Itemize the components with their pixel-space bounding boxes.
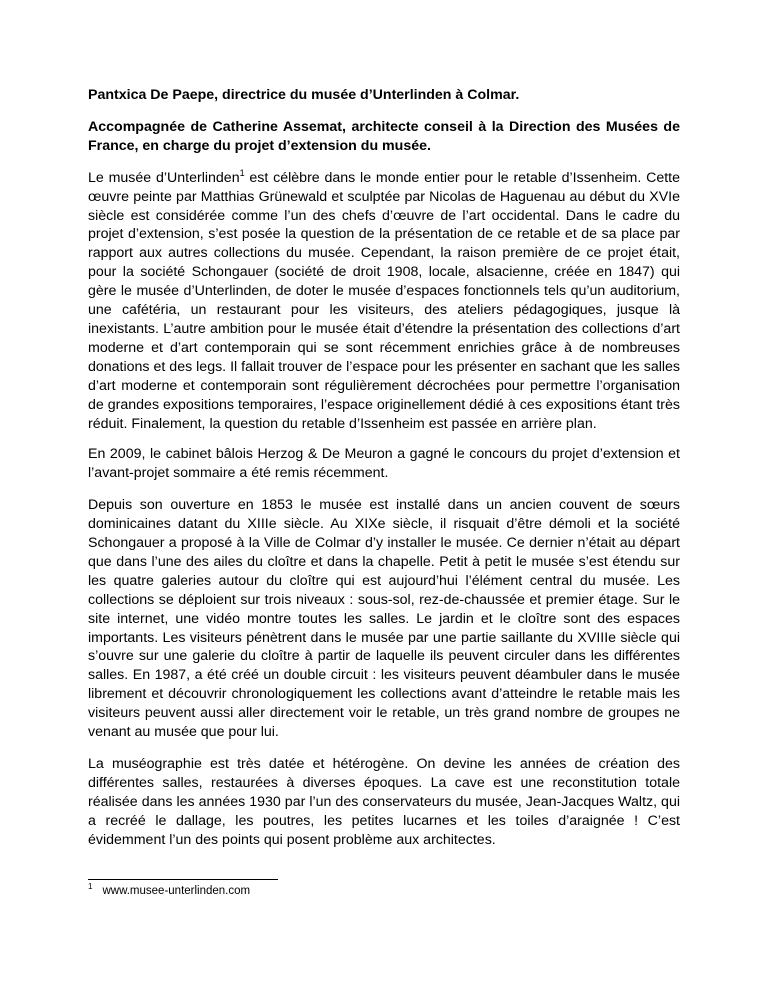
document-heading: Pantxica De Paepe, directrice du musée d’Unterlinden à Colmar. [88, 87, 520, 103]
paragraph-2: En 2009, le cabinet bâlois Herzog & De Meuron a gagné le concours du projet d’extension et l’avant-projet sommaire a été remis récemment. [88, 446, 680, 482]
document-subheading: Accompagnée de Catherine Assemat, architecte conseil à la Direction des Musées de France, en charge du projet d’extension du musée. [88, 118, 680, 154]
document-body [88, 86, 680, 863]
footnote-separator [88, 879, 278, 880]
paragraph-4: La muséographie est très datée et hétérogène. On devine les années de création des différentes salles, restaurées à diverses époques. La cave est une reconstitution totale réalisée dans les années 1930 par l’un des conservateurs du musée, Jean-Jacques Waltz, qui a recréé le dallage, les poutres, les petites lucarnes et les toiles d’araignée ! C’est évidemment l’un des points qui posent problème aux architectes. [88, 756, 680, 848]
footnote-reference: 1 [239, 167, 245, 178]
footnote-text: www.musee-unterlinden.com [102, 885, 251, 897]
paragraph-1-start: Le musée d’Unterlinden [88, 169, 240, 186]
paragraph-3: Depuis son ouverture en 1853 le musée est installé dans un ancien couvent de sœurs dominicaines datant du XIIIe siècle. Au XIXe siècle, il risquait d’être démoli et la société Schongauer a proposé à la Ville de Colmar d’y installer le musée. Ce dernier n’était au départ que dans l’une des ailes du cloître et dans la chapelle. Petit à petit le musée s’est étendu sur les quatre galeries autour du cloître qui est aujourd’hui l’élément central du musée. Les collections se déploient sur trois niveaux : sous-sol, rez-de-chaussée et premier étage. Sur le site internet, une vidéo montre toutes les salles. Le jardin et le cloître sont des espaces importants. Les visiteurs pénètrent dans le musée par une partie saillante du XVIIIe siècle qui s’ouvre sur une galerie du cloître à partir de laquelle ils peuvent circuler dans les différentes salles. En 1987, a été créé un double circuit : les visiteurs peuvent déambuler dans le musée librement et découvrir chronologiquement les collections avant d’atteindre le retable mais les visiteurs peuvent aussi aller directement voir le retable, un très grand nombre de groupes ne venant au musée que pour lui. [88, 497, 680, 741]
footnote [88, 884, 250, 898]
paragraph-1 [88, 169, 680, 434]
paragraph-1-rest: est célèbre dans le monde entier pour le retable d’Issenheim. Cette œuvre peinte par Matthias Grünewald et sculptée par Nicolas de Haguenau au début du XVIe siècle est considérée comme l’un des chefs d’œuvre de l’art occidental. Dans le cadre du projet d’extension, s’est posée la question de la présentation de ce retable et de sa place par rapport aux autres collections du musée. Cependant, la raison première de ce projet était, pour la société Schongauer (société de droit 1908, locale, alsacienne, créée en 1847) qui gère le musée d’Unterlinden, de doter le musée d’espaces fonctionnels tels qu’un auditorium, une cafétéria, un restaurant pour les visiteurs, des ateliers pédagogiques, jusque là inexistants. L’autre ambition pour le musée était d’étendre la présentation des collections d’art moderne et d’art contemporain qui se sont récemment enrichies grâce à de nombreuses donations et des legs. Il fallait trouver de l’espace pour les présenter en sachant que les salles d’art moderne et contemporain sont régulièrement décrochées pour permettre l’organisation de grandes expositions temporaires, l’espace originellement dédié à ces expositions étant très réduit. Finalement, la question du retable d’Issenheim est passée en arrière plan. [88, 169, 680, 432]
footnote-number: 1 [88, 882, 93, 891]
